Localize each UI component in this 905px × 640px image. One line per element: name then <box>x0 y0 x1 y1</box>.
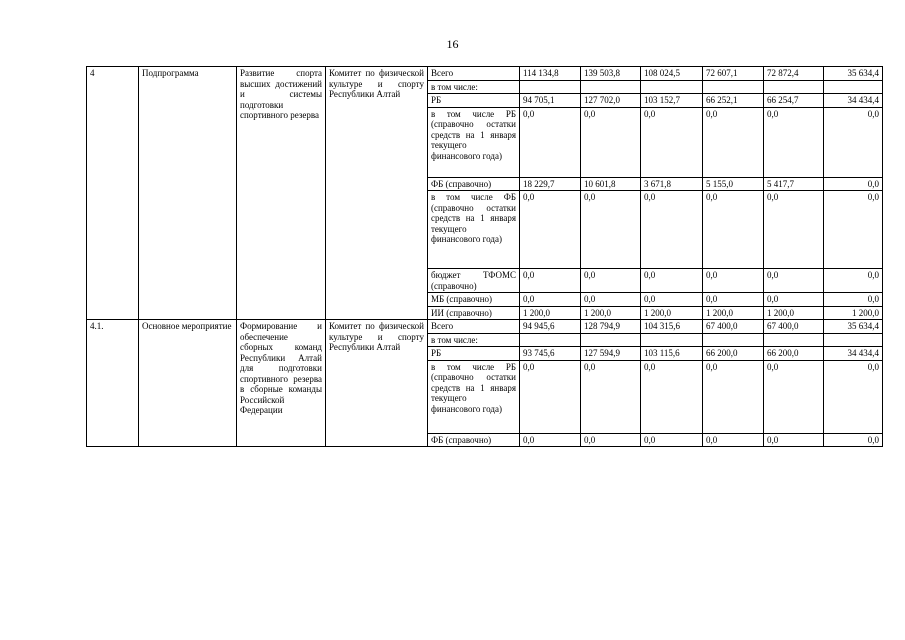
executor-cell: Комитет по физической культуре и спорту Республики Алтай <box>326 67 428 320</box>
value-cell: 0,0 <box>764 293 824 307</box>
value-cell: 66 252,1 <box>703 94 764 108</box>
value-cell <box>824 80 883 94</box>
value-cell: 3 671,8 <box>641 177 703 191</box>
table-row <box>87 67 883 81</box>
value-cell: 0,0 <box>824 269 883 293</box>
value-cell: 66 200,0 <box>764 347 824 361</box>
value-cell: 0,0 <box>764 107 824 177</box>
funding-source-cell: в том числе: <box>428 80 520 94</box>
executor-cell: Комитет по физической культуре и спорту Республики Алтай <box>326 320 428 447</box>
value-cell: 0,0 <box>581 191 641 269</box>
value-cell: 18 229,7 <box>520 177 581 191</box>
funding-source-cell: Всего <box>428 320 520 334</box>
value-cell: 114 134,8 <box>520 67 581 81</box>
value-cell: 35 634,4 <box>824 320 883 334</box>
value-cell: 1 200,0 <box>641 306 703 320</box>
funding-source-cell: в том числе РБ (справочно остатки средств на 1 января текущего финансового года) <box>428 360 520 433</box>
value-cell: 0,0 <box>824 433 883 447</box>
value-cell: 0,0 <box>641 360 703 433</box>
value-cell <box>764 80 824 94</box>
budget-table <box>86 66 883 447</box>
value-cell: 0,0 <box>520 360 581 433</box>
funding-source-cell: Всего <box>428 67 520 81</box>
value-cell: 1 200,0 <box>703 306 764 320</box>
value-cell: 72 872,4 <box>764 67 824 81</box>
item-name-cell: Развитие спорта высших достижений и системы подготовки спортивного резерва <box>237 67 326 320</box>
value-cell: 0,0 <box>520 269 581 293</box>
value-cell: 103 152,7 <box>641 94 703 108</box>
value-cell: 0,0 <box>641 269 703 293</box>
value-cell: 0,0 <box>581 107 641 177</box>
value-cell: 0,0 <box>581 293 641 307</box>
item-type-cell: Подпрограмма <box>139 67 237 320</box>
value-cell: 0,0 <box>641 293 703 307</box>
row-number-cell: 4.1. <box>87 320 139 447</box>
funding-source-cell: в том числе РБ (справочно остатки средств на 1 января текущего финансового года) <box>428 107 520 177</box>
value-cell: 139 503,8 <box>581 67 641 81</box>
value-cell: 0,0 <box>824 177 883 191</box>
value-cell <box>581 80 641 94</box>
value-cell: 5 417,7 <box>764 177 824 191</box>
funding-source-cell: МБ (справочно) <box>428 293 520 307</box>
value-cell <box>581 333 641 347</box>
value-cell: 0,0 <box>764 191 824 269</box>
value-cell: 0,0 <box>641 433 703 447</box>
value-cell: 94 705,1 <box>520 94 581 108</box>
value-cell: 5 155,0 <box>703 177 764 191</box>
item-name-cell: Формирование и обеспечение сборных команд Республики Алтай для подготовки спортивного резерва в сборные команды Российской Федерации <box>237 320 326 447</box>
value-cell: 72 607,1 <box>703 67 764 81</box>
value-cell: 93 745,6 <box>520 347 581 361</box>
value-cell: 66 254,7 <box>764 94 824 108</box>
value-cell: 0,0 <box>641 191 703 269</box>
value-cell: 0,0 <box>520 191 581 269</box>
value-cell: 0,0 <box>520 433 581 447</box>
value-cell: 1 200,0 <box>581 306 641 320</box>
value-cell: 10 601,8 <box>581 177 641 191</box>
funding-source-cell: РБ <box>428 94 520 108</box>
table-row <box>87 320 883 334</box>
value-cell: 0,0 <box>824 191 883 269</box>
value-cell <box>520 80 581 94</box>
value-cell: 0,0 <box>764 269 824 293</box>
value-cell: 0,0 <box>520 107 581 177</box>
value-cell: 0,0 <box>764 433 824 447</box>
value-cell: 94 945,6 <box>520 320 581 334</box>
value-cell: 34 434,4 <box>824 347 883 361</box>
value-cell <box>641 80 703 94</box>
value-cell <box>520 333 581 347</box>
value-cell <box>703 80 764 94</box>
funding-source-cell: бюджет ТФОМС (справочно) <box>428 269 520 293</box>
value-cell: 35 634,4 <box>824 67 883 81</box>
value-cell <box>703 333 764 347</box>
value-cell: 0,0 <box>824 107 883 177</box>
value-cell: 0,0 <box>703 293 764 307</box>
funding-source-cell: в том числе: <box>428 333 520 347</box>
row-number-cell: 4 <box>87 67 139 320</box>
value-cell: 1 200,0 <box>520 306 581 320</box>
value-cell: 67 400,0 <box>703 320 764 334</box>
value-cell: 0,0 <box>703 360 764 433</box>
value-cell: 34 434,4 <box>824 94 883 108</box>
value-cell: 66 200,0 <box>703 347 764 361</box>
value-cell: 0,0 <box>703 191 764 269</box>
value-cell: 0,0 <box>824 360 883 433</box>
value-cell: 0,0 <box>703 433 764 447</box>
page-number: 16 <box>446 37 459 51</box>
value-cell: 127 702,0 <box>581 94 641 108</box>
value-cell: 0,0 <box>581 433 641 447</box>
value-cell <box>824 333 883 347</box>
value-cell: 128 794,9 <box>581 320 641 334</box>
funding-source-cell: РБ <box>428 347 520 361</box>
value-cell <box>764 333 824 347</box>
value-cell: 104 315,6 <box>641 320 703 334</box>
funding-source-cell: в том числе ФБ (справочно остатки средств на 1 января текущего финансового года) <box>428 191 520 269</box>
value-cell: 108 024,5 <box>641 67 703 81</box>
value-cell: 0,0 <box>824 293 883 307</box>
value-cell: 67 400,0 <box>764 320 824 334</box>
value-cell: 0,0 <box>764 360 824 433</box>
value-cell: 0,0 <box>581 269 641 293</box>
value-cell: 1 200,0 <box>824 306 883 320</box>
value-cell: 0,0 <box>703 269 764 293</box>
funding-source-cell: ИИ (справочно) <box>428 306 520 320</box>
value-cell: 127 594,9 <box>581 347 641 361</box>
value-cell: 0,0 <box>703 107 764 177</box>
item-type-cell: Основное мероприятие <box>139 320 237 447</box>
value-cell: 0,0 <box>581 360 641 433</box>
value-cell: 0,0 <box>520 293 581 307</box>
value-cell: 0,0 <box>641 107 703 177</box>
value-cell: 103 115,6 <box>641 347 703 361</box>
value-cell <box>641 333 703 347</box>
value-cell: 1 200,0 <box>764 306 824 320</box>
funding-source-cell: ФБ (справочно) <box>428 433 520 447</box>
funding-source-cell: ФБ (справочно) <box>428 177 520 191</box>
